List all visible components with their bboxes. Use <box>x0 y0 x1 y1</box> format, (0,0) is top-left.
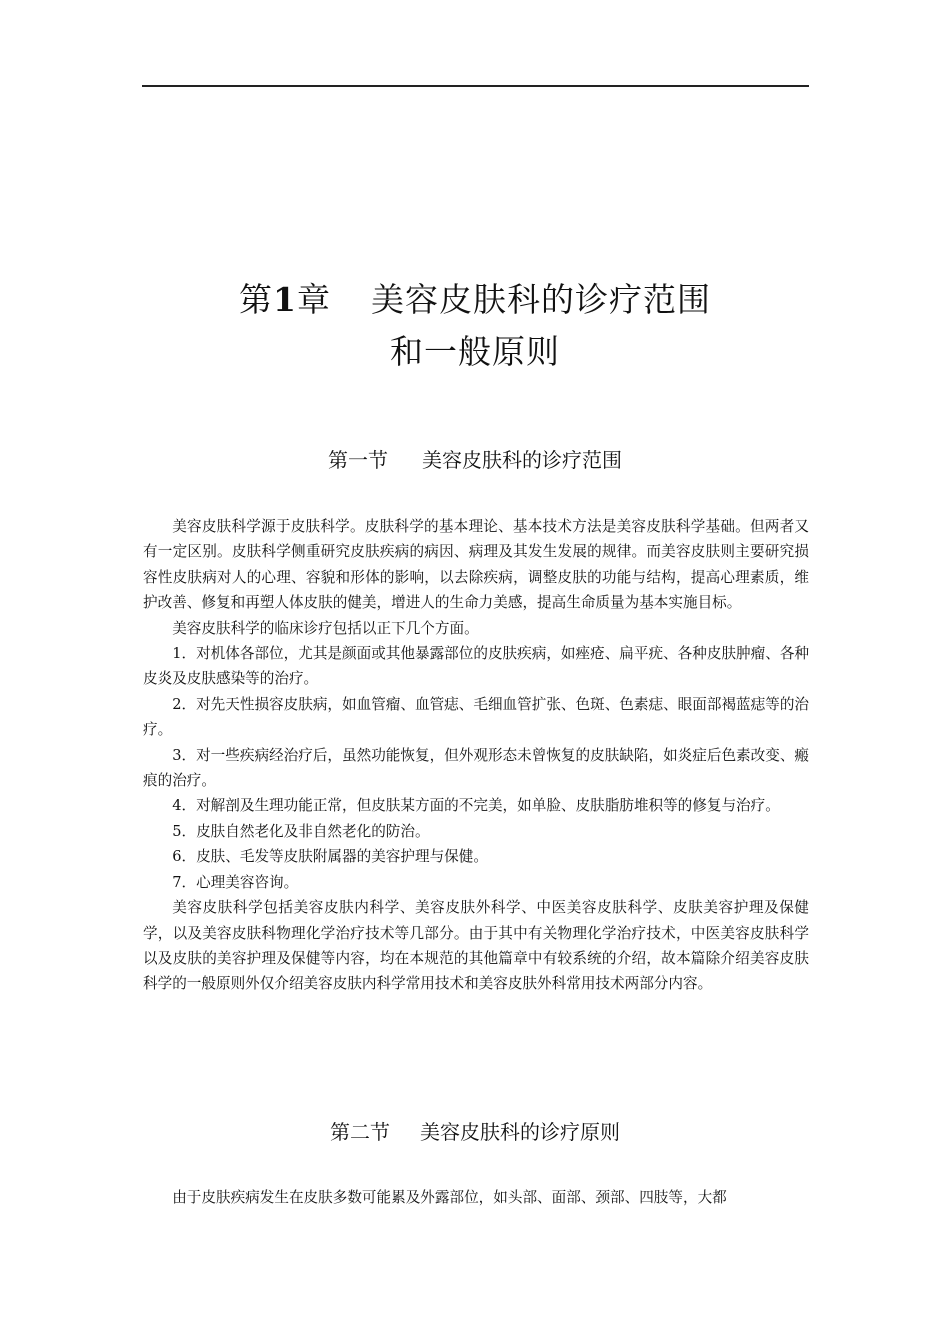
section-2-heading <box>0 1118 950 1146</box>
section-1-title: 美容皮肤科的诊疗范围 <box>422 448 622 472</box>
header-rule <box>142 85 809 87</box>
list-item: 2．对先天性损容皮肤病，如血管瘤、血管痣、毛细血管扩张、色斑、色素痣、眼面部褐蓝痣等的治疗。 <box>143 695 810 739</box>
section-2-body <box>143 1185 809 1210</box>
section-1-heading <box>0 446 950 474</box>
list-item: 6．皮肤、毛发等皮肤附属器的美容护理与保健。 <box>172 848 488 866</box>
list-item: 1．对机体各部位，尤其是颜面或其他暴露部位的皮肤疾病，如痤疮、扁平疣、各种皮肤肿瘤、各种皮炎及皮肤感染等的治疗。 <box>143 645 810 688</box>
list-item: 3．对一些疾病经治疗后，虽然功能恢复，但外观形态未曾恢复的皮肤缺陷，如炎症后色素改变、瘢痕的治疗。 <box>143 746 810 790</box>
paragraph: 美容皮肤科学源于皮肤科学。皮肤科学的基本理论、基本技术方法是美容皮肤科学基础。但两者又有一定区别。皮肤科学侧重研究皮肤疾病的病因、病理及其发生发展的规律。而美容皮肤则主要研究损容性皮肤病对人的心理、容貌和形体的影响，以去除疾病，调整皮肤的功能与结构，提高心理素质，维护改善、修复和再塑人体皮肤的健美，增进人的生命力美感，提高生命质量为基本实施目标。 <box>143 518 809 612</box>
chapter-title-text: 美容皮肤科的诊疗范围 <box>370 280 711 319</box>
section-1-label: 第一节 <box>328 448 388 472</box>
paragraph: 由于皮肤疾病发生在皮肤多数可能累及外露部位，如头部、面部、颈部、四肢等，大都 <box>172 1189 727 1206</box>
chapter-label-suffix: 章 <box>296 280 331 319</box>
paragraph: 美容皮肤科学的临床诊疗包括以正下几个方面。 <box>172 619 479 637</box>
chapter-title-line1 <box>0 276 950 324</box>
chapter-label-prefix: 第 <box>239 280 274 319</box>
section-2-label: 第二节 <box>330 1120 390 1144</box>
chapter-number: 1 <box>273 280 297 319</box>
section-1-body <box>143 514 809 997</box>
list-item: 5．皮肤自然老化及非自然老化的防治。 <box>172 822 430 840</box>
paragraph: 美容皮肤科学包括美容皮肤内科学、美容皮肤外科学、中医美容皮肤科学、皮肤美容护理及保健学，以及美容皮肤科物理化学治疗技术等几部分。由于其中有关物理化学治疗技术，中医美容皮肤科学以及皮肤的美容护理及保健等内容，均在本规范的其他篇章中有较系统的介绍，故本篇除介绍美容皮肤科学的一般原则外仅介绍美容皮肤内科学常用技术和美容皮肤外科常用技术两部分内容。 <box>143 899 809 993</box>
chapter-title-line2: 和一般原则 <box>390 332 560 371</box>
list-item: 7．心理美容咨询。 <box>172 873 299 891</box>
chapter-label <box>239 276 331 324</box>
chapter-title <box>0 276 950 376</box>
section-2-title: 美容皮肤科的诊疗原则 <box>420 1120 620 1144</box>
list-item: 4．对解剖及生理功能正常，但皮肤某方面的不完美，如单脸、皮肤脂肪堆积等的修复与治疗。 <box>172 797 780 815</box>
